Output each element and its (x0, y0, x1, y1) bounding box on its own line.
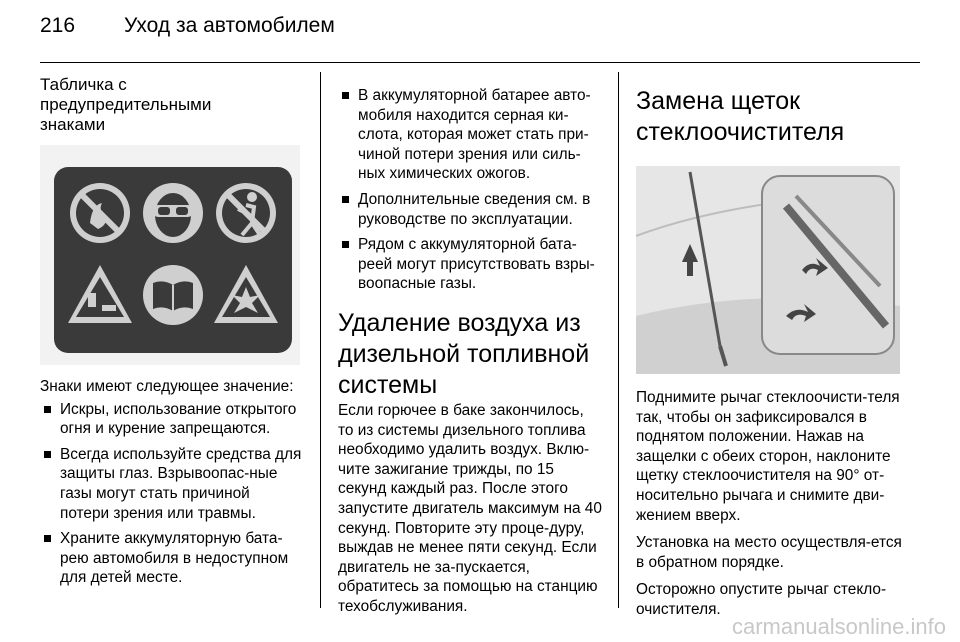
wiper-blade-heading: Замена щеток стеклоочистителя (636, 87, 845, 146)
battery-warning-list (338, 86, 602, 294)
list-item: Всегда используйте средства для защиты глаз. Взрывоопас-ные газы могут стать причиной потери зрения или травмы. (40, 445, 302, 523)
wiper-removal-text: Поднимите рычаг стеклоочисти-теля так, чтобы он зафиксировался в поднятом положении. Нажав на защелки с обеих сторон, наклоните щетку стеклоочистителя на 90° от-носительно рычага и снимите дви-жением вверх. (636, 389, 900, 524)
page-number: 216 (40, 14, 76, 37)
wiper-replacement-illustration (636, 166, 900, 374)
column-1 (40, 75, 302, 594)
list-item: Искры, использование открытого огня и курение запрещаются. (40, 400, 302, 439)
column-divider-2 (618, 72, 619, 608)
warning-label-heading: Табличка с предупредительными знаками (40, 75, 212, 134)
read-manual-icon (143, 265, 203, 325)
list-item: В аккумуляторной батарее авто-мобиля находится серная ки-слота, которая может стать при-чиной потери зрения или силь-ных химических ожогов. (338, 86, 602, 184)
eye-protection-icon (143, 183, 203, 243)
list-item: Дополнительные сведения см. в руководстве по эксплуатации. (338, 190, 602, 229)
column-2 (338, 86, 602, 616)
diesel-bleeding-text: Если горючее в баке закончилось, то из системы дизельного топлива необходимо удалить воздух. Вклю-чите зажигание трижды, по 15 секунд каждый раз. После этого запустите двигатель максимум на 40 секунд. Повторите эту проце-дуру, выждав не менее пяти секунд. Если двигатель не за-пускается, обратитесь за помощью на станцию техобслуживания. (338, 401, 602, 615)
column-divider-1 (320, 72, 321, 608)
list-item: Храните аккумуляторную бата-рею автомобиля в недоступном для детей месте. (40, 529, 302, 588)
no-fire-icon (70, 183, 130, 243)
watermark: carmanualsonline.info (731, 614, 946, 639)
signs-intro: Знаки имеют следующее значение: (40, 378, 294, 395)
chapter-title: Уход за автомобилем (124, 14, 335, 37)
wiper-install-text: Установка на место осуществля-ется в обратном порядке. (636, 534, 902, 571)
detail-inset (762, 176, 894, 354)
keep-children-away-icon (216, 183, 276, 243)
page-header (40, 14, 335, 38)
column-3 (636, 86, 908, 620)
header-rule (40, 62, 920, 63)
list-item: Рядом с аккумуляторной бата-реей могут присутствовать взры-воопасные газы. (338, 235, 602, 294)
diesel-bleeding-heading: Удаление воздуха из дизельной топливной системы (338, 308, 590, 399)
warning-signs-illustration (40, 145, 300, 365)
signs-meaning-list (40, 400, 302, 588)
wiper-lower-text: Осторожно опустите рычаг стекло-очистителя. (636, 581, 887, 618)
